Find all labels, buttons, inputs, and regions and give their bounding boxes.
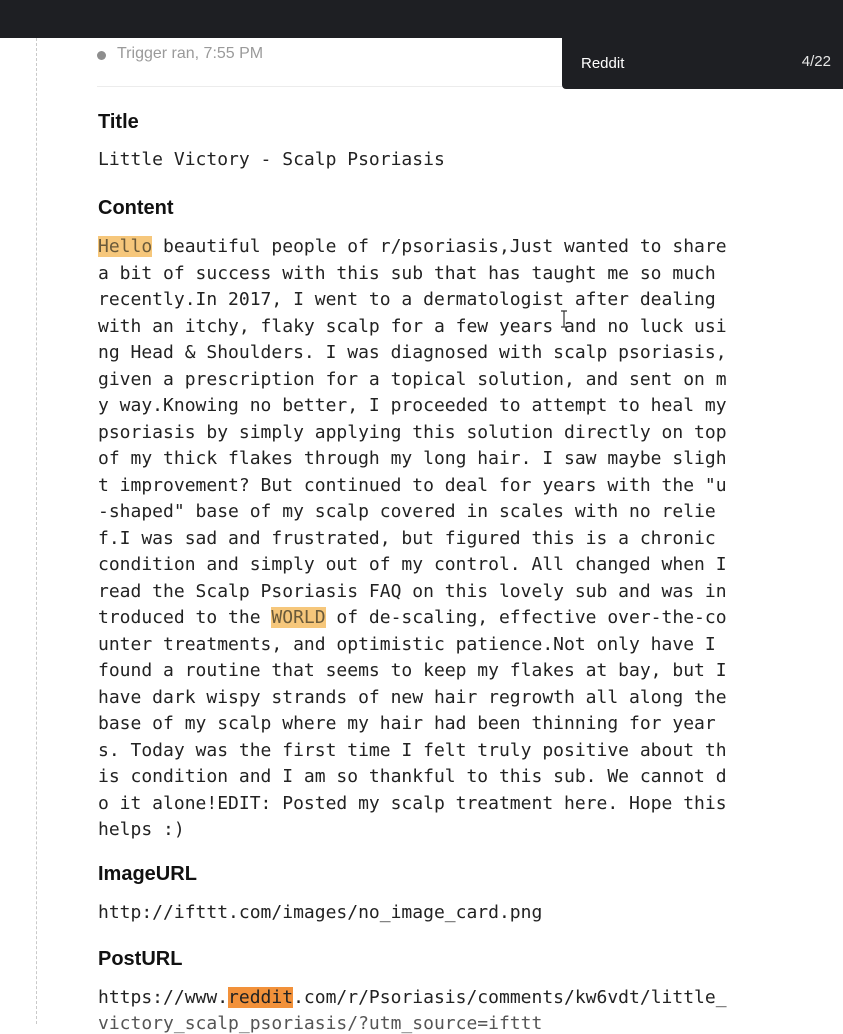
post-url-value-line2: victory_scalp_psoriasis/?utm_source=ifttt: [98, 1013, 543, 1034]
content-line: [98, 738, 798, 765]
title-label: Title: [98, 111, 139, 133]
content-line: [98, 579, 798, 606]
find-match-count: 4/22: [801, 53, 831, 70]
content-text: ng Head & Shoulders. I was diagnosed with scalp psoriasis,: [98, 342, 727, 363]
content-text: have dark wispy strands of new hair regrowth all along the: [98, 686, 727, 708]
image-url-label: ImageURL: [98, 863, 197, 885]
content-line: [98, 526, 798, 553]
content-text: helps :): [98, 819, 185, 840]
content-line: [98, 499, 798, 526]
content-line: [98, 446, 798, 473]
content-line: [98, 711, 798, 738]
content-text: of de-scaling, effective over-the-co: [325, 607, 727, 628]
find-input[interactable]: [581, 52, 781, 74]
content-line: [98, 658, 798, 685]
content-text: f.I was sad and frustrated, but figured this is a chronic: [98, 527, 716, 549]
content-text: unter treatments, and optimistic patience.Not only have I: [98, 633, 716, 655]
content-line: [98, 420, 798, 447]
content-text: -shaped" base of my scalp covered in scales with no relie: [98, 501, 716, 522]
content-text: of my thick flakes through my long hair. I saw maybe sligh: [98, 448, 727, 469]
find-bar: [562, 38, 843, 89]
content-line: [98, 764, 798, 791]
content-text: condition and simply out of my control. All changed when I: [98, 554, 727, 575]
content-line: [98, 791, 798, 818]
content-text: psoriasis by simply applying this solution directly on top: [98, 421, 727, 443]
content-text: recently.In 2017, I went to a dermatologist after dealing: [98, 289, 716, 310]
image-url-value: http://ifttt.com/images/no_image_card.png: [98, 902, 543, 923]
timeline-rail: [36, 38, 38, 1024]
content-text: troduced to the: [98, 607, 272, 628]
content-line: [98, 340, 798, 367]
top-toolbar: [0, 0, 843, 38]
content-text: beautiful people of r/psoriasis,Just wanted to share: [152, 236, 727, 257]
content-line: [98, 367, 798, 394]
content-line: [98, 234, 798, 261]
content-line: [98, 552, 798, 579]
post-url-prefix: https://www.: [98, 987, 229, 1008]
content-text: t improvement? But continued to deal for years with the "u: [98, 474, 727, 496]
content-text: read the Scalp Psoriasis FAQ on this lovely sub and was in: [98, 580, 727, 602]
title-value: Little Victory - Scalp Psoriasis: [98, 149, 445, 170]
content-text: s. Today was the first time I felt truly positive about th: [98, 739, 727, 761]
content-line: [98, 605, 798, 632]
content-text: is condition and I am so thankful to this sub. We cannot d: [98, 766, 727, 787]
content-body: [98, 234, 798, 844]
divider: [97, 86, 562, 87]
content-line: [98, 632, 798, 659]
post-url-suffix: .com/r/Psoriasis/comments/kw6vdt/little_: [293, 987, 727, 1008]
content-line: [98, 393, 798, 420]
text-cursor-icon: [560, 310, 568, 328]
search-match: WORLD: [271, 607, 326, 628]
search-match: Hello: [98, 236, 153, 257]
content-line: [98, 261, 798, 288]
content-line: [98, 473, 798, 500]
post-url-label: PostURL: [98, 948, 183, 970]
content-text: base of my scalp where my hair had been thinning for year: [98, 713, 716, 734]
content-line: [98, 817, 798, 844]
content-line: [98, 314, 798, 341]
content-line: [98, 287, 798, 314]
trigger-status: Trigger ran, 7:55 PM: [117, 45, 264, 62]
post-url-value: [98, 987, 727, 1008]
content-text: o it alone!EDIT: Posted my scalp treatment here. Hope this: [98, 792, 727, 814]
content-text: given a prescription for a topical solution, and sent on m: [98, 368, 727, 390]
content-text: found a routine that seems to keep my flakes at bay, but I: [98, 660, 727, 681]
status-dot-icon: [97, 51, 106, 60]
content-text: y way.Knowing no better, I proceeded to attempt to heal my: [98, 395, 727, 416]
search-match-active: reddit: [228, 987, 294, 1008]
content-label: Content: [98, 197, 174, 219]
content-text: a bit of success with this sub that has taught me so much: [98, 262, 716, 284]
content-text: with an itchy, flaky scalp for a few years and no luck usi: [98, 315, 727, 337]
content-line: [98, 685, 798, 712]
